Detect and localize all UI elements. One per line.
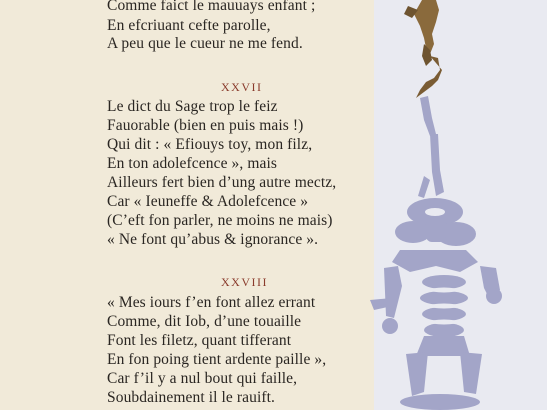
poem-line: Car f’il y a nul bout qui faille, (107, 370, 298, 387)
poem-line: « Ne font qu’abus & ignorance ». (107, 231, 319, 248)
poem-line: Soubdainement il le rauift. (107, 389, 275, 406)
poem-line: Comme faict le mauuays enfant ; (107, 0, 316, 14)
illustration-art (340, 0, 547, 410)
poem-line: En efcriuant cefte parolle, (107, 17, 271, 34)
poem-line: (C’eft fon parler, ne moins ne mais) (107, 212, 333, 229)
poem-line: Comme, dit Iob, d’une touaille (107, 313, 302, 330)
poem-line: Car « Ieuneffe & Adolefcence » (107, 193, 309, 210)
poem-line: Fauorable (bien en puis mais !) (107, 117, 304, 134)
stanza-heading: XXVIII (221, 275, 268, 289)
poem-line: Le dict du Sage trop le feiz (107, 98, 278, 115)
poem-line: « Mes iours f’en font allez errant (107, 294, 316, 311)
poem-line: Qui dit : « Efiouys toy, mon filz, (107, 136, 313, 153)
poem-line: En ton adolefcence », mais (107, 155, 278, 172)
poem-line: En fon poing tient ardente paille », (107, 351, 327, 368)
poem-line: Ailleurs fert bien d’ung autre mectz, (107, 174, 337, 191)
poem-line: A peu que le cueur ne me fend. (107, 35, 303, 52)
poem-line: Font les filetz, quant tifferant (107, 332, 292, 349)
stanza-heading: XXVII (221, 80, 263, 94)
illustration-panel (340, 0, 547, 410)
